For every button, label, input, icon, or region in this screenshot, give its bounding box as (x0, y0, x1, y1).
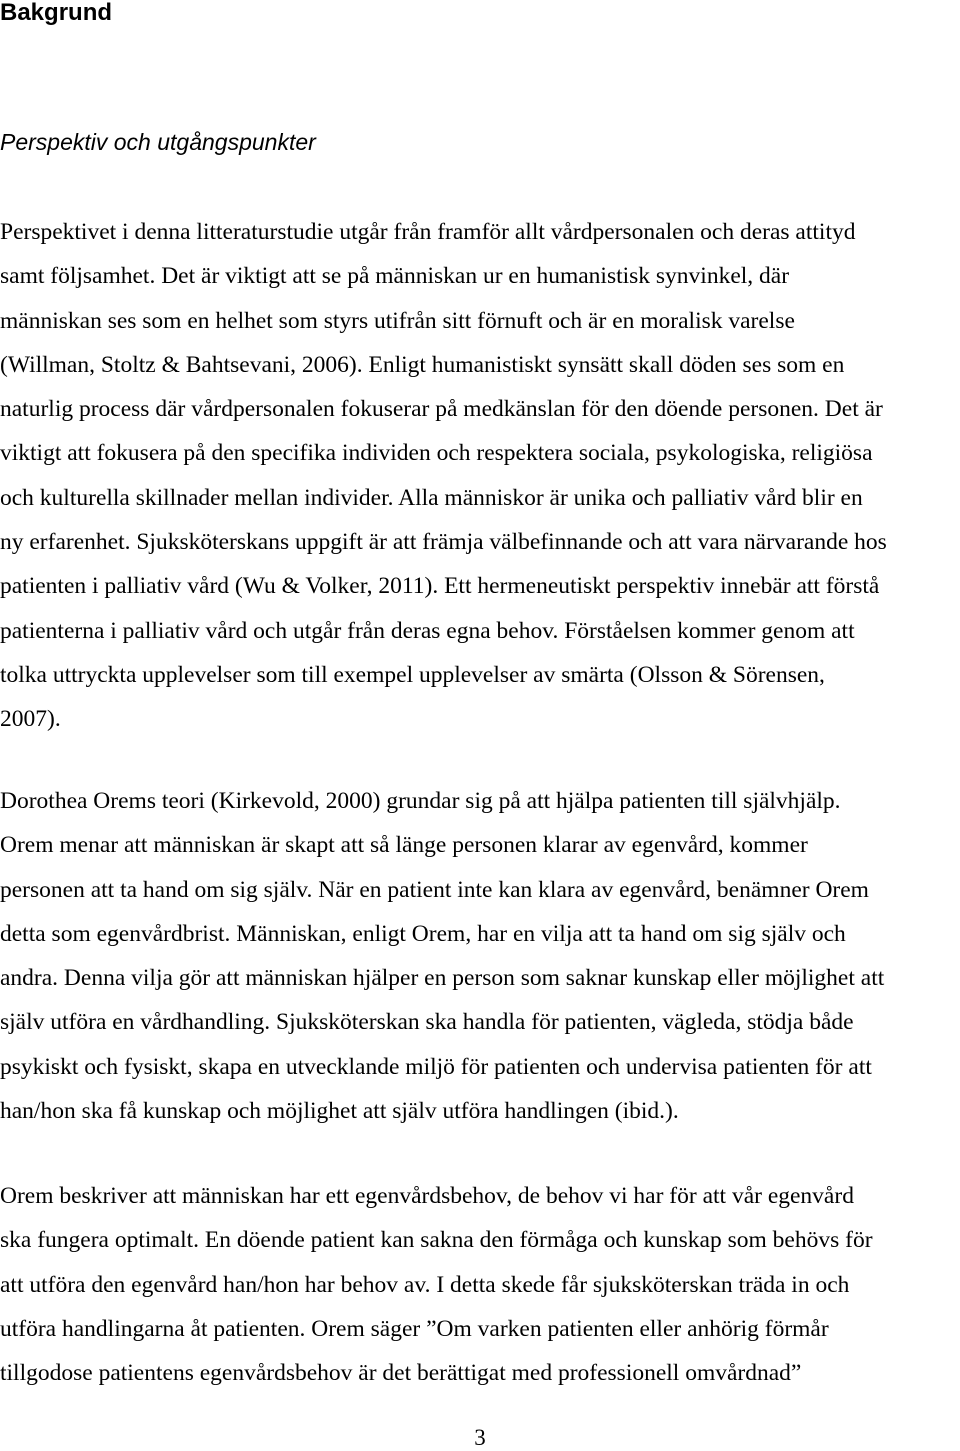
text-line: att utföra den egenvård han/hon har behov av. I detta skede får sjuksköterskan träda in och (0, 1271, 850, 1298)
text-line: Orem beskriver att människan har ett egenvårdsbehov, de behov vi har för att vår egenvård (0, 1183, 854, 1209)
text-line: Orem menar att människan är skapt att så länge personen klarar av egenvård, kommer (0, 832, 808, 859)
text-line: ny erfarenhet. Sjuksköterskans uppgift är att främja välbefinnande och att vara närvarande hos (0, 529, 887, 556)
subsection-heading: Perspektiv och utgångspunkter (0, 129, 316, 155)
text-line: själv utföra en vårdhandling. Sjuksköterskan ska handla för patienten, vägleda, stödja både (0, 1009, 854, 1036)
paragraph-orem-theory (0, 779, 960, 1133)
text-line: personen att ta hand om sig själv. När en patient inte kan klara av egenvård, benämner Orem (0, 876, 869, 903)
text-line: detta som egenvårdbrist. Människan, enligt Orem, har en vilja att ta hand om sig själv och (0, 920, 846, 947)
text-line: han/hon ska få kunskap och möjlighet att själv utföra handlingen (ibid.). (0, 1098, 679, 1125)
text-line: människan ses som en helhet som styrs utifrån sitt förnuft och är en moralisk varelse (0, 307, 795, 334)
paragraph-self-care-needs (0, 1174, 960, 1395)
text-line: ska fungera optimalt. En döende patient kan sakna den förmåga och kunskap som behövs för (0, 1227, 873, 1254)
text-line: andra. Denna vilja gör att människan hjälper en person som saknar kunskap eller möjlighet att (0, 965, 885, 992)
text-line: tillgodose patientens egenvårdsbehov är det berättigat med professionell omvårdnad” (0, 1360, 802, 1387)
text-line: tolka uttryckta upplevelser som till exempel upplevelser av smärta (Olsson & Sörensen, (0, 661, 825, 688)
text-line: samt följsamhet. Det är viktigt att se på människan ur en humanistisk synvinkel, där (0, 263, 790, 290)
section-heading: Bakgrund (0, 0, 113, 26)
text-line: Dorothea Orems teori (Kirkevold, 2000) grundar sig på att hjälpa patienten till självhjälp. (0, 788, 841, 814)
text-line: utföra handlingarna åt patienten. Orem säger ”Om varken patienten eller anhörig förmår (0, 1315, 829, 1342)
text-line: patienten i palliativ vård (Wu & Volker, 2011). Ett hermeneutiskt perspektiv innebär att förstå (0, 573, 880, 600)
text-line: viktigt att fokusera på den specifika individen och respektera sociala, psykologiska, religiösa (0, 440, 873, 467)
text-line: Perspektivet i denna litteraturstudie utgår från framför allt vårdpersonalen och deras attityd (0, 219, 856, 245)
text-line: patienterna i palliativ vård och utgår från deras egna behov. Förståelsen kommer genom att (0, 617, 855, 644)
paragraph-perspective (0, 210, 960, 742)
text-line: och kulturella skillnader mellan individer. Alla människor är unika och palliativ vård blir en (0, 484, 863, 511)
text-line: (Willman, Stoltz & Bahtsevani, 2006). Enligt humanistiskt synsätt skall döden ses som en (0, 351, 845, 378)
page-number: 3 (474, 1425, 486, 1450)
text-line: 2007). (0, 706, 61, 733)
text-line: psykiskt och fysiskt, skapa en utvecklande miljö för patienten och undervisa patienten för att (0, 1053, 872, 1080)
text-line: naturlig process där vårdpersonalen fokuserar på medkänslan för den döende personen. Det är (0, 396, 883, 423)
